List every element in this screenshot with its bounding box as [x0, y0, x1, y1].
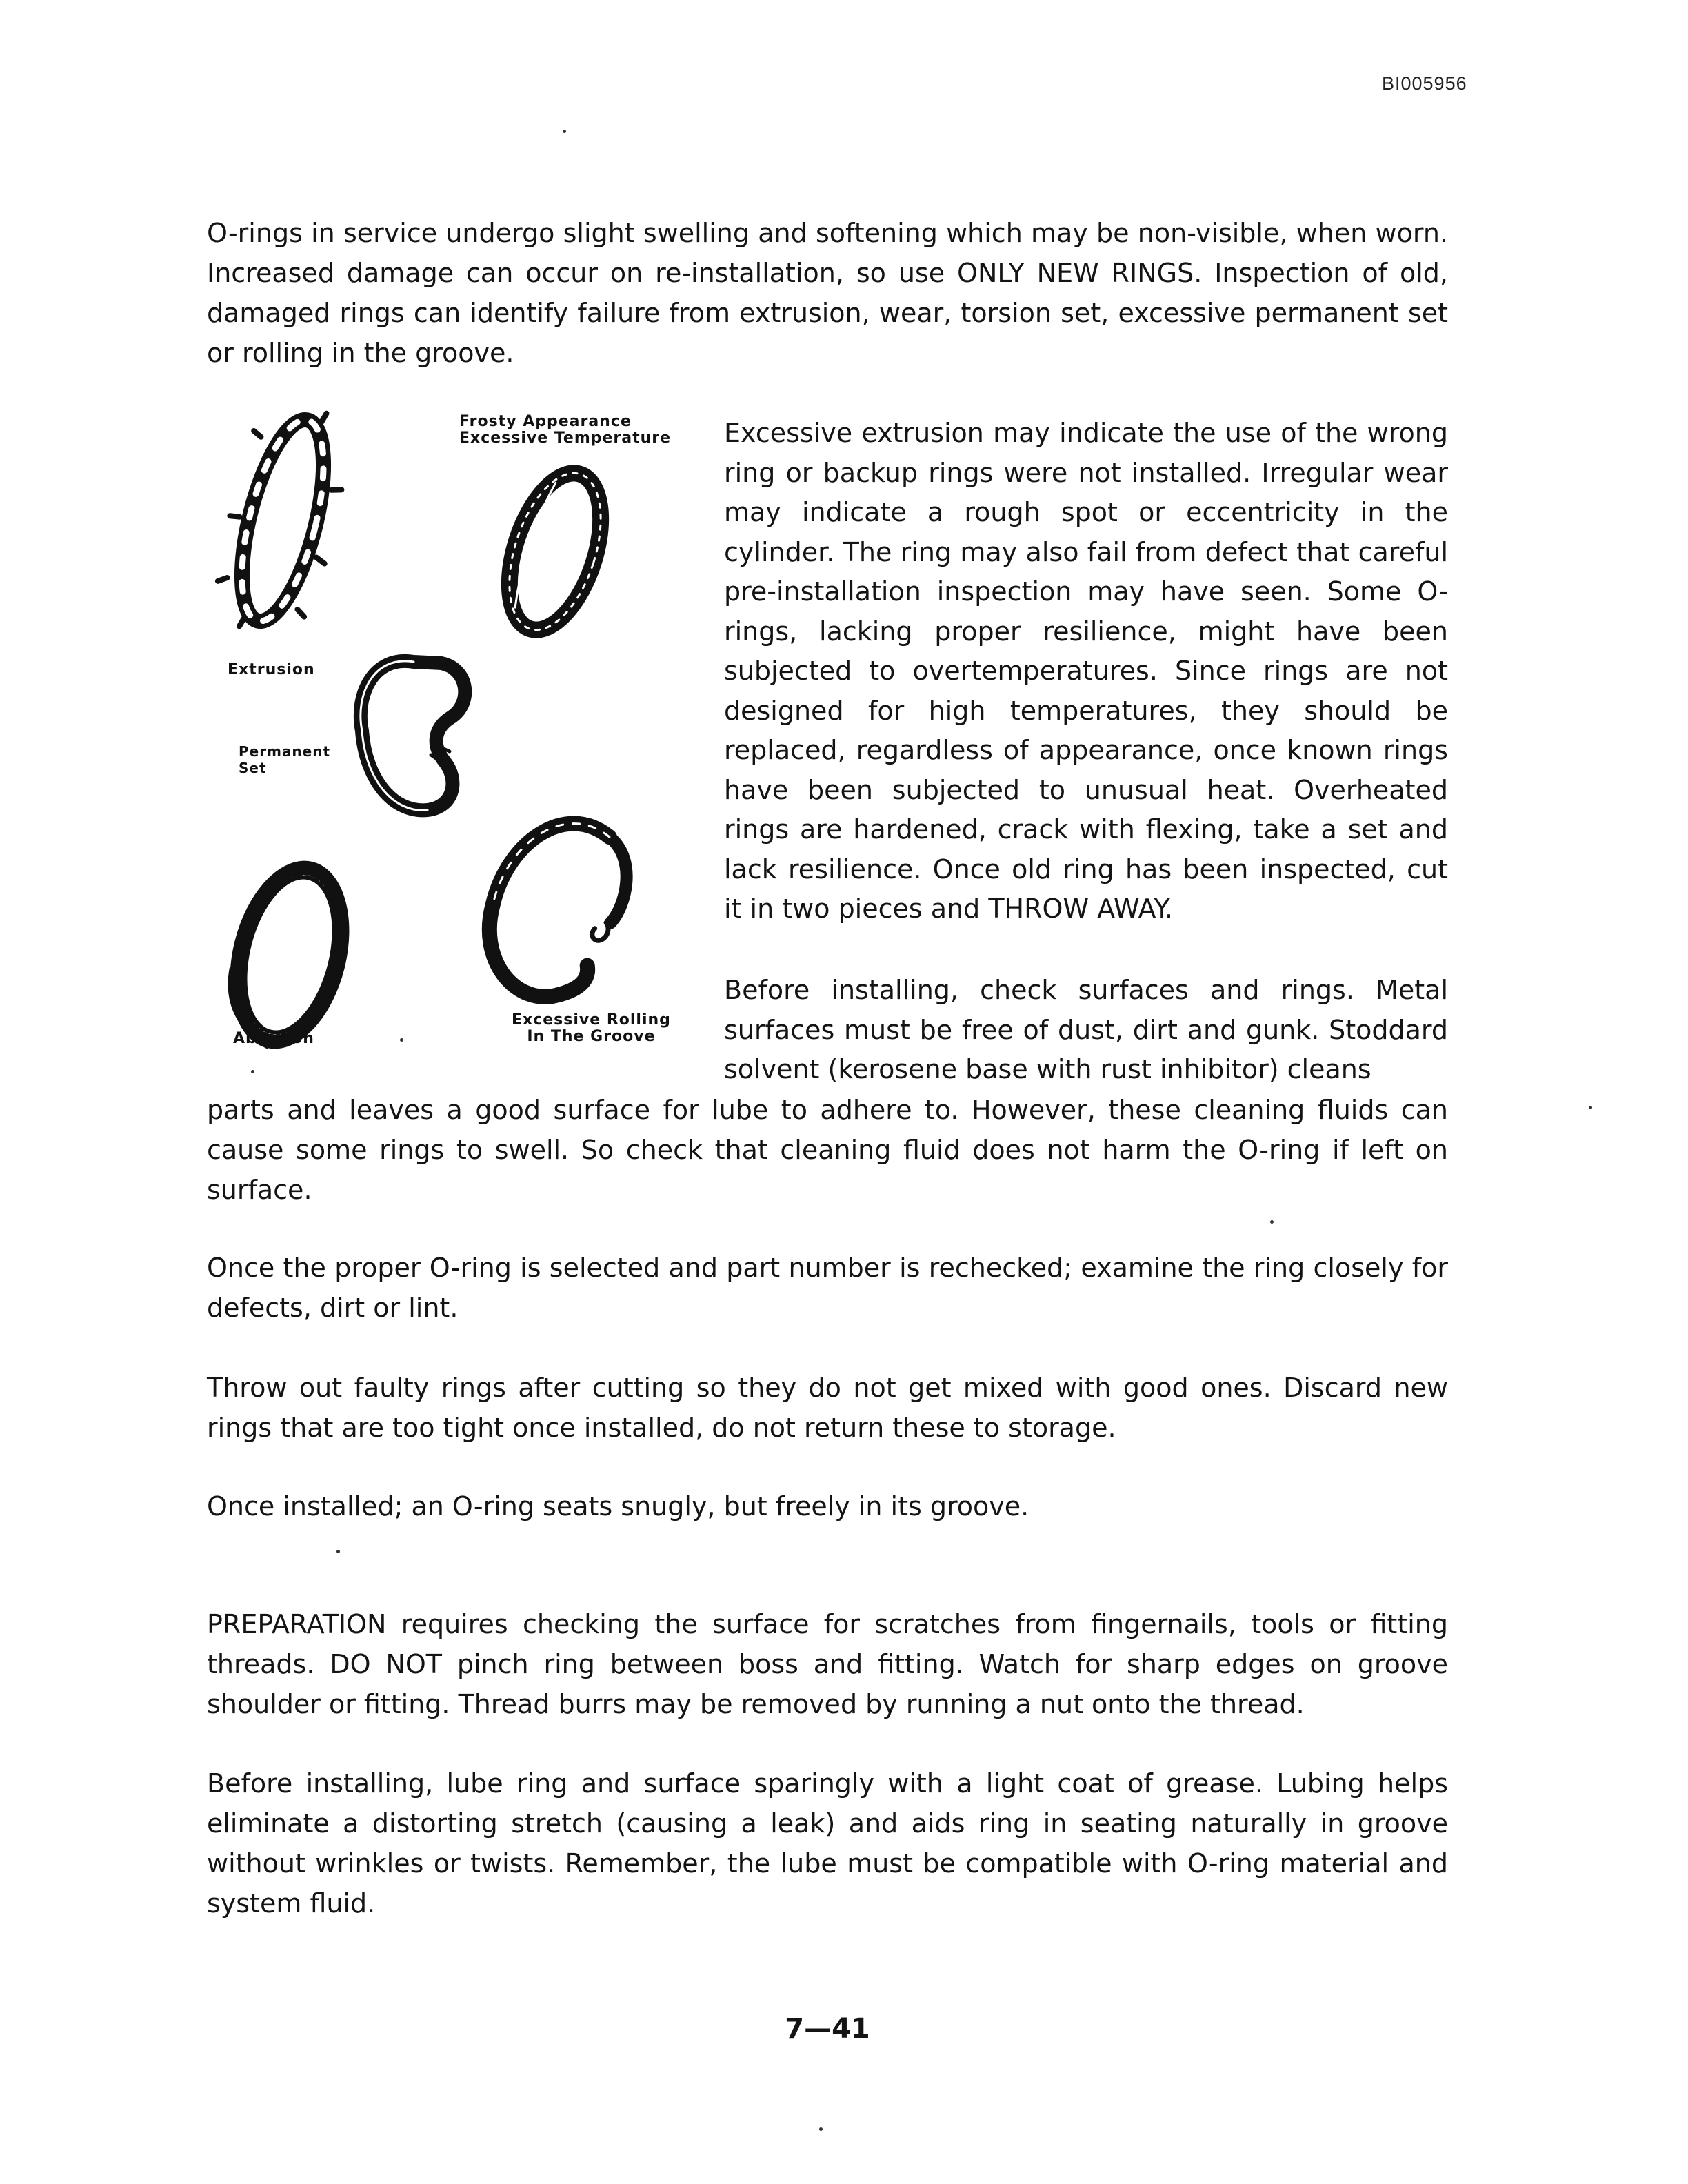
cleaning-paragraph-part2: parts and leaves a good surface for lube to adhere to. However, these cleaning fluids can cause some rings to swell. So check that cleaning fluid does not harm the O-ring if left on surface. — [207, 1095, 1448, 1205]
scan-speck — [563, 130, 566, 133]
o-ring-failure-figure — [207, 407, 703, 1082]
scan-speck — [819, 2127, 823, 2131]
scan-speck — [1270, 1220, 1274, 1224]
document-id: BI005956 — [1382, 73, 1467, 94]
scan-speck — [400, 1038, 403, 1042]
extrusion-paragraph: Excessive extrusion may indicate the use of the wrong ring or backup rings were not installed. Irregular wear may indicate a rough spot or eccentricity in the cylinder. The ring may also fail from defect that careful pre-installation inspection may have seen. Some O-rings, lacking proper resilience, might have been subjected to overtemperatures. Since rings are not designed for high temperatures, they should be replaced, regardless of appearance, once known rings have been subjected to unusual heat. Overheated rings are hardened, crack with flexing, take a set and lack resilience. Once old ring has been inspected, cut it in two pieces and THROW AWAY. — [724, 418, 1448, 924]
scan-speck — [1589, 1106, 1592, 1109]
frosty-ring — [492, 462, 618, 641]
discard-paragraph: Throw out faulty rings after cutting so they do not get mixed with good ones. Discard new rings that are too tight once installed, do not return these to storage. — [207, 1373, 1448, 1443]
scan-speck — [336, 1550, 340, 1553]
intro-paragraph: O-rings in service undergo slight swelling and softening which may be non-visible, when worn. Increased damage can occur on re-installation, so use ONLY NEW RINGS. Inspection of old, damaged rings can identify failure from extrusion, wear, torsion set, excessive permanent set or rolling in the groove. — [207, 218, 1448, 368]
installed-paragraph: Once installed; an O-ring seats snugly, but freely in its groove. — [207, 1491, 1029, 1521]
label-abrasion: Abrasion — [233, 1030, 314, 1047]
abrasion-ring — [215, 851, 365, 1058]
cleaning-paragraph-part1: Before installing, check surfaces and rings. Metal surfaces must be free of dust, dirt and gunk. Stoddard solvent (kerosene base with rust inhibitor) cleans — [724, 975, 1448, 1084]
preparation-paragraph: PREPARATION requires checking the surface for scratches from fingernails, tools or fitting threads. DO NOT pinch ring between boss and fitting. Watch for sharp edges on groove shoulder or fitting. Thread burrs may be removed by running a nut onto the thread. — [207, 1609, 1448, 1719]
label-permanent-set: Permanent Set — [239, 743, 331, 776]
scan-speck — [251, 1070, 254, 1073]
page-number: 7—41 — [785, 2013, 870, 2045]
rolling-ring — [465, 802, 644, 1013]
selection-paragraph: Once the proper O-ring is selected and part number is rechecked; examine the ring closely for defects, dirt or lint. — [207, 1253, 1448, 1323]
permanent-set-ring — [361, 661, 465, 810]
label-excessive-rolling: Excessive Rolling In The Groove — [512, 1011, 671, 1045]
label-frosty-appearance: Frosty Appearance Excessive Temperature — [459, 413, 672, 447]
extrusion-ring — [207, 407, 360, 643]
label-extrusion: Extrusion — [228, 661, 315, 678]
lubrication-paragraph: Before installing, lube ring and surface sparingly with a light coat of grease. Lubing helps eliminate a distorting stretch (causing a leak) and aids ring in seating naturally in groove without wrinkles or twists. Remember, the lube must be compatible with O-ring material and system fluid. — [207, 1768, 1448, 1919]
